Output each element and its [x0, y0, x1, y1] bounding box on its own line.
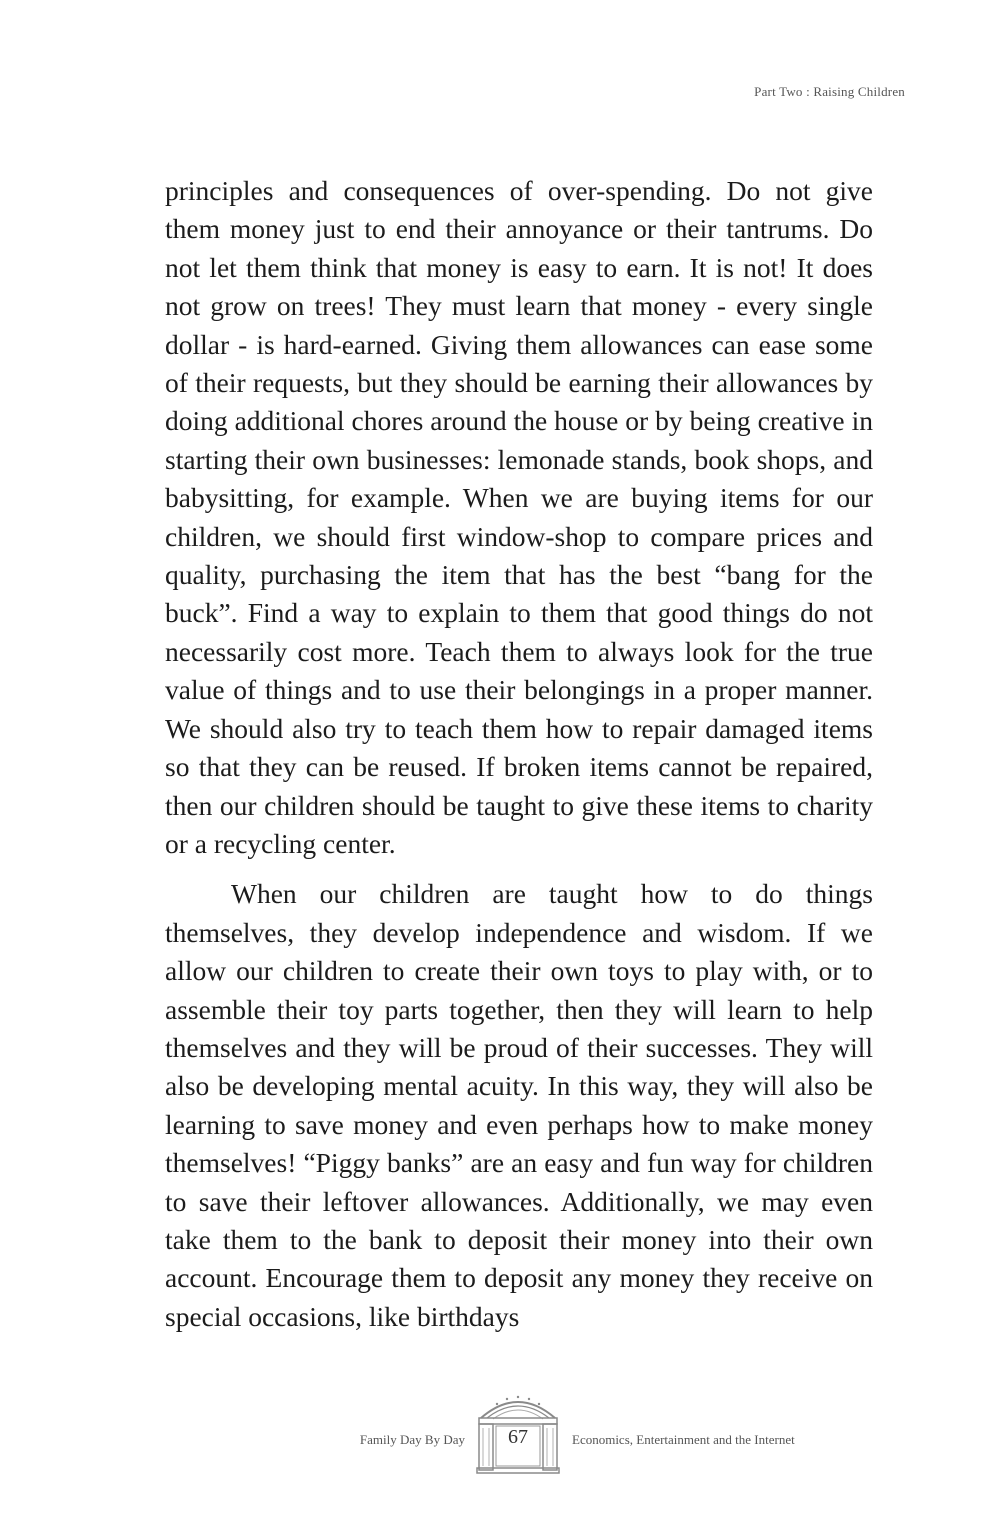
footer-chapter-title: Economics, Entertainment and the Internet — [572, 1432, 795, 1447]
paragraph-2: When our children are taught how to do things themselves, they develop independence and wisdom. If we allow our children to create their own toys to play with, or to assemble their toy parts together, then they will learn to help themselves and they will be proud of their successes. They will also be developing mental acuity. In this way, they will also be learning to save money and even perhaps how to make money themselves! “Piggy banks” are an easy and fun way for children to save their leftover allowances. Additionally, we may even take them to the bank to deposit their money into their own account. Encourage them to deposit any money they receive on special occasions, like birthdays — [165, 878, 873, 1332]
page-footer — [0, 1388, 1000, 1478]
body-text — [165, 172, 873, 1336]
page-number-emblem — [475, 1388, 561, 1474]
page-number: 67 — [508, 1426, 528, 1448]
footer-book-title: Family Day By Day — [359, 1432, 465, 1447]
paragraph-1: principles and consequences of over-spending. Do not give them money just to end their annoyance or their tantrums. Do not let them think that money is easy to earn. It is not! It does not grow on trees! They must learn that money - every single dollar - is hard-earned. Giving them allowances can ease some of their requests, but they should be earning their allowances by doing additional chores around the house or by being creative in starting their own businesses: lemonade stands, book shops, and babysitting, for example. When we are buying items for our children, we should first window-shop to compare prices and quality, purchasing the item that has the best “bang for the buck”. Find a way to explain to them that good things do not necessarily cost more. Teach them to always look for the true value of things and to use their belongings in a proper manner. We should also try to teach them how to repair damaged items so that they can be reused. If broken items cannot be repaired, then our children should be taught to give these items to charity or a recycling center. — [165, 175, 873, 859]
running-head: Part Two : Raising Children — [754, 84, 905, 99]
